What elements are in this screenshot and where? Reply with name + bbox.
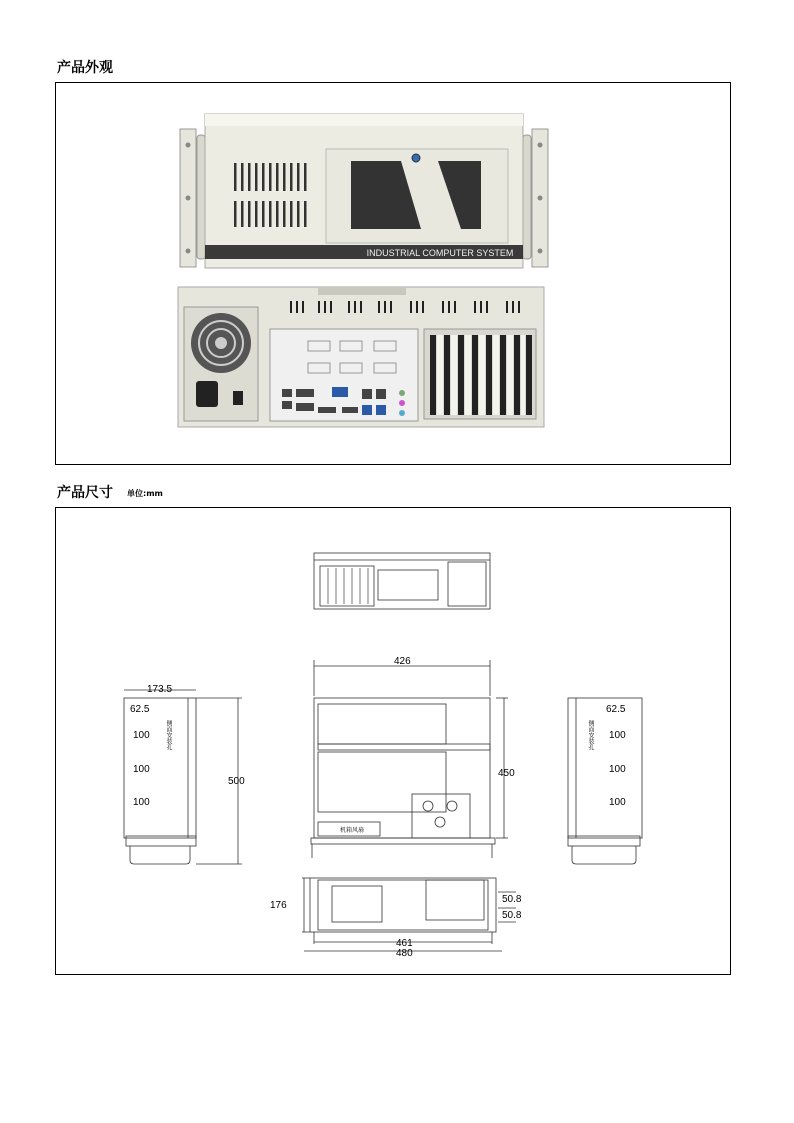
dim-front-hole-1: 50.8: [502, 894, 522, 905]
dimensions-title: 产品尺寸: [57, 485, 113, 501]
dim-side-depth: 173.5: [147, 684, 173, 695]
dim-front-width-outer: 480: [396, 948, 413, 959]
dim-front-height: 176: [270, 900, 287, 911]
chassis-front-view: [180, 114, 548, 268]
top-fan-note: 机箱风扇: [340, 828, 365, 834]
dim-side-gap-3: 100: [133, 797, 150, 808]
dim-front-hole-2: 50.8: [502, 910, 522, 921]
section-title-appearance: [57, 57, 113, 77]
rear-view-drawing: [314, 553, 490, 609]
unit-note: 单位:mm: [127, 488, 163, 498]
dim-right-gap-top: 62.5: [606, 704, 626, 715]
dim-top-depth: 450: [498, 768, 515, 779]
side-hole-note-right: 侧面安装孔: [587, 720, 593, 750]
dim-right-gap-2: 100: [609, 764, 626, 775]
front-label-text: INDUSTRIAL COMPUTER SYSTEM: [366, 248, 514, 258]
dim-side-height: 500: [228, 776, 245, 787]
chassis-rear-view: [178, 287, 544, 427]
dim-right-gap-3: 100: [609, 797, 626, 808]
product-photos: [56, 83, 730, 464]
dimension-drawings: [56, 508, 730, 974]
dimension-drawing-frame: [55, 507, 731, 975]
dim-front-width-inner: 461: [396, 938, 413, 949]
section-title-dimensions: [57, 482, 163, 502]
dim-side-gap-2: 100: [133, 764, 150, 775]
left-side-view-drawing: [124, 690, 242, 864]
dim-side-gap-top: 62.5: [130, 704, 150, 715]
side-hole-note-left: 侧面安装孔: [165, 720, 171, 750]
dim-top-width: 426: [394, 656, 411, 667]
right-side-view-drawing: [568, 698, 642, 864]
dim-right-gap-1: 100: [609, 730, 626, 741]
dim-side-gap-1: 100: [133, 730, 150, 741]
appearance-title: 产品外观: [57, 60, 113, 76]
product-photo-frame: [55, 82, 731, 465]
